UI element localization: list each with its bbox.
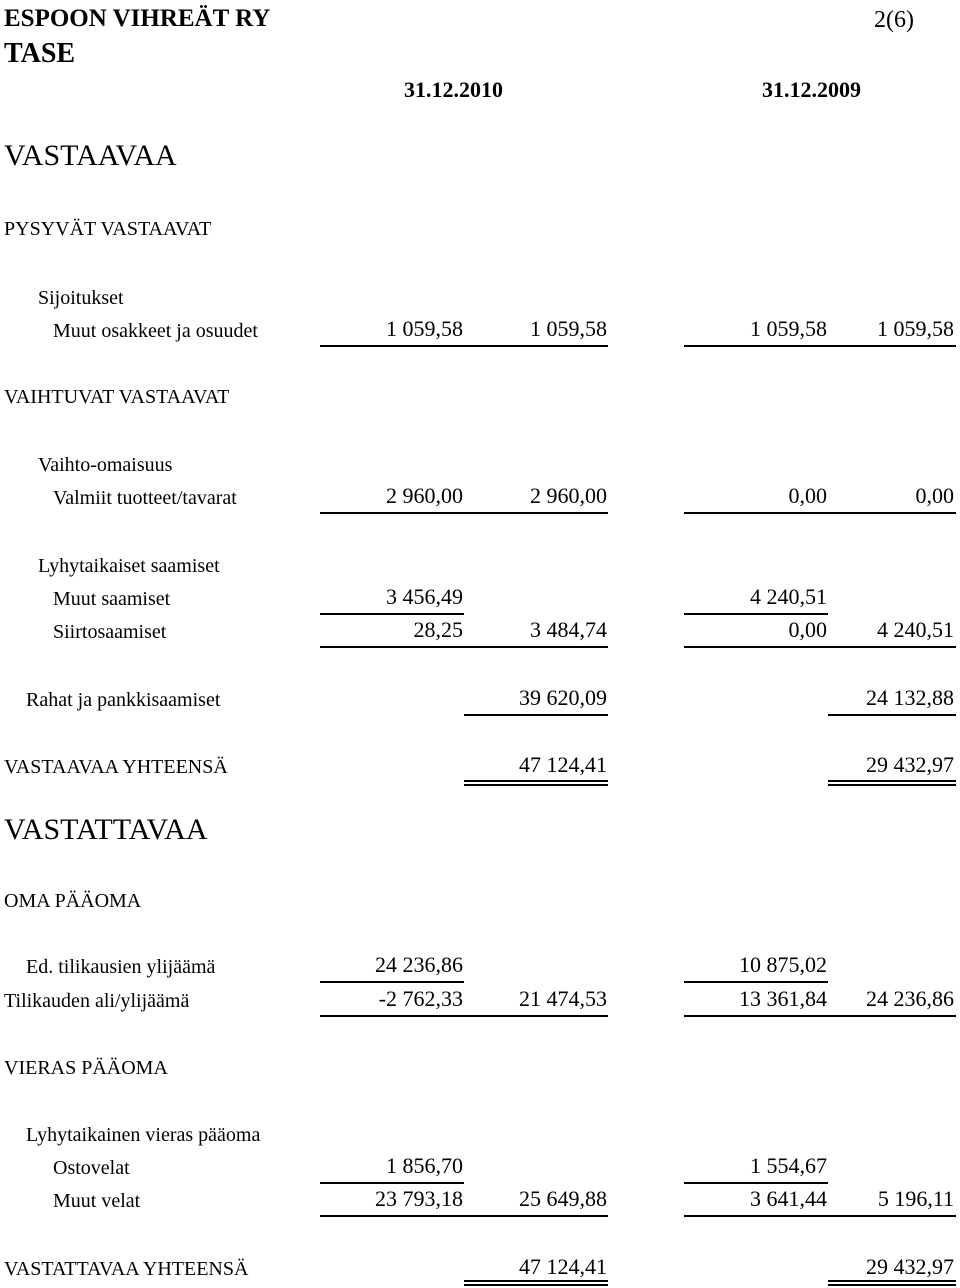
investments-label: Sijoitukset: [38, 287, 124, 309]
cell-current-sub: 3 456,49: [386, 584, 463, 609]
row-label: Muut velat: [53, 1190, 141, 1212]
underline: [320, 613, 464, 615]
cell-previous-sub: 13 361,84: [739, 986, 827, 1011]
receivables-label: Lyhytaikaiset saamiset: [38, 555, 220, 577]
assets-heading: VASTAAVAA: [4, 139, 177, 172]
row-label: Muut osakkeet ja osuudet: [53, 320, 258, 342]
row-label: Ed. tilikausien ylijäämä: [26, 956, 216, 978]
inventory-label: Vaihto-omaisuus: [38, 454, 173, 476]
underline: [320, 981, 464, 983]
row-label: Siirtosaamiset: [53, 621, 167, 643]
cell-current-sub: 2 960,00: [386, 483, 463, 508]
equity-heading: OMA PÄÄOMA: [4, 890, 142, 912]
double-underline: [828, 780, 956, 786]
cell-previous-sub: 3 641,44: [750, 1186, 827, 1211]
underline: [320, 1215, 608, 1217]
assets-total-label: VASTAAVAA YHTEENSÄ: [4, 756, 228, 778]
cell-previous-total: 24 236,86: [866, 986, 954, 1011]
cell-previous-total: 4 240,51: [877, 617, 954, 642]
cell-current-total: 2 960,00: [530, 483, 607, 508]
double-underline: [828, 1280, 956, 1286]
row-label: Valmiit tuotteet/tavarat: [53, 487, 237, 509]
cell-previous-sub: 4 240,51: [750, 584, 827, 609]
underline: [828, 714, 956, 716]
cell-previous-total: 1 059,58: [877, 316, 954, 341]
cell-previous-total: 29 432,97: [866, 752, 954, 777]
underline: [684, 345, 956, 347]
underline: [684, 613, 828, 615]
underline: [320, 345, 608, 347]
row-label: Ostovelat: [53, 1157, 130, 1179]
cell-previous-total: 24 132,88: [866, 685, 954, 710]
cell-previous-sub: 1 554,67: [750, 1153, 827, 1178]
underline: [320, 646, 608, 648]
liabilities-heading: VASTATTAVAA: [4, 813, 208, 846]
cell-previous-total: 29 432,97: [866, 1254, 954, 1279]
underline: [684, 1182, 828, 1184]
cell-previous-total: 0,00: [915, 483, 954, 508]
document-title: TASE: [4, 38, 76, 69]
year-previous-header: 31.12.2009: [762, 77, 861, 102]
cell-current-sub: 23 793,18: [375, 1186, 463, 1211]
cell-previous-total: 5 196,11: [877, 1186, 954, 1211]
current-assets-heading: VAIHTUVAT VASTAAVAT: [4, 386, 230, 408]
cell-current-total: 47 124,41: [519, 752, 607, 777]
underline: [684, 981, 828, 983]
cell-current-total: 47 124,41: [519, 1254, 607, 1279]
cell-previous-sub: 0,00: [788, 483, 827, 508]
cell-previous-sub: 10 875,02: [739, 952, 827, 977]
underline: [684, 1215, 956, 1217]
cell-current-total: 39 620,09: [519, 685, 607, 710]
page-number: 2(6): [874, 7, 914, 33]
cell-previous-sub: 0,00: [788, 617, 827, 642]
underline: [320, 1015, 608, 1017]
debt-heading: VIERAS PÄÄOMA: [4, 1057, 168, 1079]
row-label: Tilikauden ali/ylijäämä: [4, 990, 190, 1012]
row-label: Rahat ja pankkisaamiset: [26, 689, 221, 711]
cell-current-total: 21 474,53: [519, 986, 607, 1011]
double-underline: [464, 1280, 608, 1286]
underline: [320, 512, 608, 514]
underline: [684, 1015, 956, 1017]
liabilities-total-label: VASTATTAVAA YHTEENSÄ: [4, 1258, 249, 1280]
cell-previous-sub: 1 059,58: [750, 316, 827, 341]
row-label: Muut saamiset: [53, 588, 171, 610]
cell-current-sub: 24 236,86: [375, 952, 463, 977]
cell-current-total: 25 649,88: [519, 1186, 607, 1211]
cell-current-total: 1 059,58: [530, 316, 607, 341]
cell-current-sub: 28,25: [413, 617, 463, 642]
cell-current-sub: -2 762,33: [378, 986, 463, 1011]
underline: [684, 646, 956, 648]
cell-current-sub: 1 856,70: [386, 1153, 463, 1178]
short-term-debt-label: Lyhytaikainen vieras pääoma: [26, 1124, 261, 1146]
underline: [464, 714, 608, 716]
fixed-assets-heading: PYSYVÄT VASTAAVAT: [4, 218, 212, 240]
double-underline: [464, 780, 608, 786]
underline: [320, 1182, 464, 1184]
underline: [684, 512, 956, 514]
cell-current-sub: 1 059,58: [386, 316, 463, 341]
year-current-header: 31.12.2010: [404, 77, 503, 102]
organization-name: ESPOON VIHREÄT RY: [4, 5, 271, 32]
cell-current-total: 3 484,74: [530, 617, 607, 642]
